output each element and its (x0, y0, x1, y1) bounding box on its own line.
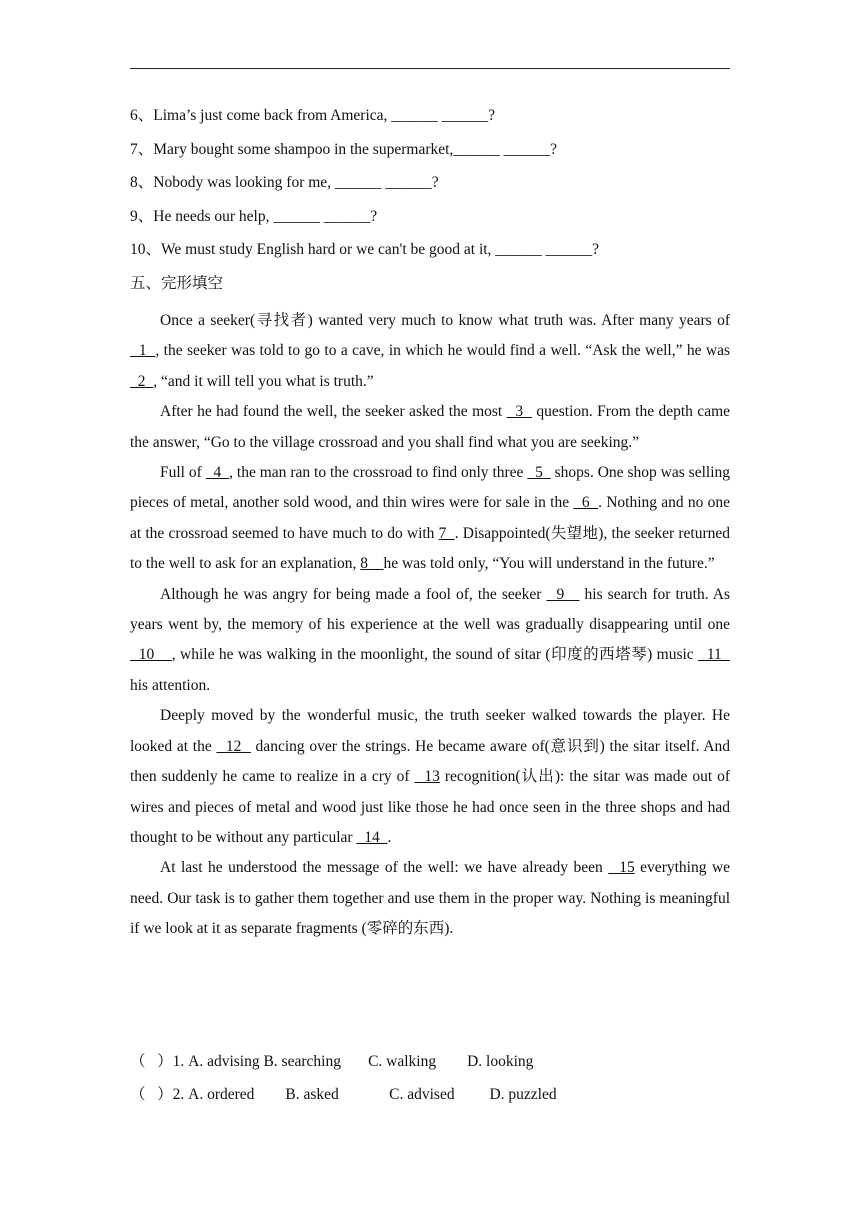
text: everything we need. Our task is to gather them together and use them in the proper way. Nothing is meaningful if we look at it as separate fragments (零碎的东西). (130, 859, 731, 938)
option-row-1: （ ）1. A. advising B. searching C. walking D. looking (130, 1053, 534, 1070)
blank-12: 12 (216, 737, 251, 755)
blank-3: 3 (506, 403, 532, 421)
question-8: 8、Nobody was looking for me, ______ ______? (130, 174, 439, 192)
paragraph-2 (130, 397, 730, 458)
blank-13: 13 (414, 768, 440, 786)
question-10: 10、We must study English hard or we can't be good at it, ______ ______? (130, 241, 600, 259)
header-rule (130, 68, 730, 69)
answer-options (130, 1050, 730, 1116)
text: , “and it will tell you what is truth.” (153, 372, 374, 390)
text: recognition(认出): the sitar was made out of wires and pieces of metal and wood just like those he had once seen in the three shops and had thought to be without any particular (130, 768, 731, 846)
blank-6: 6 (573, 494, 599, 512)
blank-9: 9 (546, 585, 580, 603)
blank-1: 1 (130, 342, 156, 360)
text: his search for truth. As years went by, the memory of his experience at the well was gradually disappearing until one (130, 585, 731, 634)
text: . (387, 828, 392, 846)
blank-5: 5 (527, 464, 551, 482)
text: question. From the depth came the answer, “Go to the village crossroad and you shall find what you are seeking.” (130, 403, 731, 451)
blank-2: 2 (130, 372, 154, 390)
paragraph-1 (130, 306, 730, 397)
text: At last he understood the message of the well: we have already been (160, 859, 609, 877)
blank-8: 8 (360, 555, 384, 573)
text: , the man ran to the crossroad to find only three (229, 464, 528, 482)
text: , the seeker was told to go to a cave, in which he would find a well. “Ask the well,” he was (155, 342, 731, 360)
blank-11: 11 (698, 646, 730, 664)
cloze-passage (130, 306, 730, 945)
text: Although he was angry for being made a fool of, the seeker (160, 585, 547, 603)
blank-14: 14 (356, 828, 388, 846)
blank-4: 4 (205, 464, 230, 482)
question-list (130, 104, 730, 272)
question-6: 6、Lima’s just come back from America, ______ ______? (130, 107, 496, 124)
text: Full of (160, 464, 206, 482)
text: , while he was walking in the moonlight, the sound of sitar (印度的西塔琴) music (171, 646, 699, 664)
paragraph-4 (130, 580, 730, 702)
paragraph-3 (130, 458, 730, 580)
text: shops. One shop was selling pieces of metal, another sold wood, and thin wires were for sale in the (130, 464, 731, 512)
paragraph-5 (130, 701, 730, 853)
question-9: 9、He needs our help, ______ ______? (130, 207, 378, 225)
text: . Nothing and no one at the crossroad seemed to have much to do with (130, 494, 730, 542)
text: After he had found the well, the seeker asked the most (160, 403, 507, 421)
section-title: 五、完形填空 (130, 275, 224, 292)
text: his attention. (130, 676, 211, 694)
text: Once a seeker(寻找者) wanted very much to know what truth was. After many years of (160, 312, 730, 329)
question-7: 7、Mary bought some shampoo in the supermarket,______ ______? (130, 140, 558, 158)
blank-7: 7 (438, 524, 455, 542)
paragraph-6 (130, 853, 730, 944)
text: he was told only, “You will understand in the future.” (383, 555, 715, 573)
blank-10: 10 (130, 646, 172, 664)
text: . Disappointed(失望地), the seeker returned to the well to ask for an explanation, (130, 524, 730, 573)
text: dancing over the strings. He became aware of(意识到) the sitar itself. And then suddenly he came to realize in a cry of (130, 737, 731, 786)
text: Deeply moved by the wonderful music, the truth seeker walked towards the player. He looked at the (130, 707, 730, 755)
blank-15: 15 (608, 859, 635, 877)
option-row-2: （ ）2. A. ordered B. asked C. advised D. puzzled (130, 1086, 557, 1103)
